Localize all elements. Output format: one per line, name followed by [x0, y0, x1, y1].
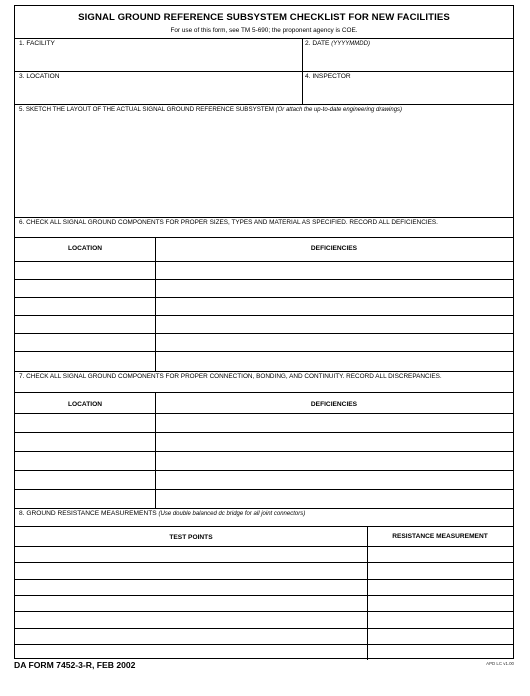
form-title: SIGNAL GROUND REFERENCE SUBSYSTEM CHECKLIST FOR NEW FACILITIES: [78, 12, 450, 23]
section8-row-3-col-2[interactable]: [368, 580, 512, 594]
section7-row-5-col-2[interactable]: [156, 490, 512, 507]
section8-row-5-col-2[interactable]: [368, 612, 512, 626]
section8-label: [19, 510, 305, 517]
section8-row-6-col-1[interactable]: [16, 629, 366, 643]
section8-row-2-col-1[interactable]: [16, 563, 366, 577]
section6-deficiencies-header: DEFICIENCIES: [310, 245, 358, 252]
section5-label-text: 5. SKETCH THE LAYOUT OF THE ACTUAL SIGNAL GROUND REFERENCE SUBSYSTEM: [19, 106, 274, 113]
section7-label: 7. CHECK ALL SIGNAL GROUND COMPONENTS FOR PROPER CONNECTION, BONDING, AND CONTINUITY. RECORD ALL DISCREPANCIES.: [19, 373, 442, 380]
section7-row-2-col-1[interactable]: [16, 433, 154, 450]
section6-row-6-col-2[interactable]: [156, 352, 512, 368]
section8-row-4-col-1[interactable]: [16, 596, 366, 610]
section7-row-3-col-2[interactable]: [156, 452, 512, 469]
facility-field[interactable]: [19, 50, 299, 70]
date-field[interactable]: [305, 50, 505, 70]
section5-label: [19, 106, 402, 113]
section7-row-4-col-2[interactable]: [156, 471, 512, 488]
section6-row-3-col-1[interactable]: [16, 298, 154, 314]
section6-row-4-col-2[interactable]: [156, 316, 512, 332]
form-subtitle: For use of this form, see TM 5-690; the proponent agency is COE.: [170, 27, 358, 34]
section8-row-3-col-1[interactable]: [16, 580, 366, 594]
divider: [15, 71, 513, 72]
section8-label-text: 8. GROUND RESISTANCE MEASUREMENTS: [19, 510, 157, 517]
inspector-field[interactable]: [305, 83, 505, 103]
divider: [15, 526, 513, 527]
facility-label: 1. FACILITY: [19, 40, 55, 47]
section6-row-1-col-1[interactable]: [16, 262, 154, 278]
section6-row-1-col-2[interactable]: [156, 262, 512, 278]
sketch-area[interactable]: [17, 116, 511, 216]
divider: [15, 392, 513, 393]
section8-row-5-col-1[interactable]: [16, 612, 366, 626]
section7-row-1-col-1[interactable]: [16, 414, 154, 431]
section6-row-2-col-1[interactable]: [16, 280, 154, 296]
section7-row-1-col-2[interactable]: [156, 414, 512, 431]
divider: [15, 104, 513, 105]
section5-hint: (Or attach the up-to-date engineering drawings): [275, 107, 403, 113]
section8-test-points-header: TEST POINTS: [169, 534, 213, 541]
section7-location-header: LOCATION: [68, 401, 102, 408]
section8-row-1-col-2[interactable]: [368, 547, 512, 561]
section6-label: 6. CHECK ALL SIGNAL GROUND COMPONENTS FOR PROPER SIZES, TYPES AND MATERIAL AS SPECIFIED. RECORD ALL DEFICIENCIES.: [19, 219, 438, 226]
location-label: 3. LOCATION: [19, 73, 60, 80]
date-label-text: 2. DATE: [305, 40, 330, 47]
section8-row-7-col-2[interactable]: [368, 645, 512, 659]
divider: [15, 237, 513, 238]
form-version: APD LC v1.00: [486, 661, 514, 666]
form-number: DA FORM 7452-3-R, FEB 2002: [14, 660, 136, 670]
divider: [15, 508, 513, 509]
section6-row-6-col-1[interactable]: [16, 352, 154, 368]
section6-row-3-col-2[interactable]: [156, 298, 512, 314]
section7-deficiencies-header: DEFICIENCIES: [310, 401, 358, 408]
date-label: [305, 40, 370, 47]
section7-row-5-col-1[interactable]: [16, 490, 154, 507]
section7-row-2-col-2[interactable]: [156, 433, 512, 450]
section8-row-2-col-2[interactable]: [368, 563, 512, 577]
divider: [15, 38, 513, 39]
section6-row-5-col-2[interactable]: [156, 334, 512, 350]
section8-hint: (Use double balanced dc bridge for all joint connectors): [158, 511, 306, 517]
section6-row-5-col-1[interactable]: [16, 334, 154, 350]
section8-row-6-col-2[interactable]: [368, 629, 512, 643]
section6-row-2-col-2[interactable]: [156, 280, 512, 296]
section6-row-4-col-1[interactable]: [16, 316, 154, 332]
checklist-form: [14, 5, 514, 659]
location-field[interactable]: [19, 83, 299, 103]
section8-row-1-col-1[interactable]: [16, 547, 366, 561]
divider: [15, 371, 513, 372]
section8-resistance-header: RESISTANCE MEASUREMENT: [392, 533, 488, 540]
inspector-label: 4. INSPECTOR: [305, 73, 351, 80]
section8-row-7-col-1[interactable]: [16, 645, 366, 659]
date-format-hint: (YYYYMMDD): [331, 41, 370, 47]
divider: [15, 217, 513, 218]
section6-location-header: LOCATION: [68, 245, 102, 252]
section7-row-4-col-1[interactable]: [16, 471, 154, 488]
section8-row-4-col-2[interactable]: [368, 596, 512, 610]
section7-row-3-col-1[interactable]: [16, 452, 154, 469]
